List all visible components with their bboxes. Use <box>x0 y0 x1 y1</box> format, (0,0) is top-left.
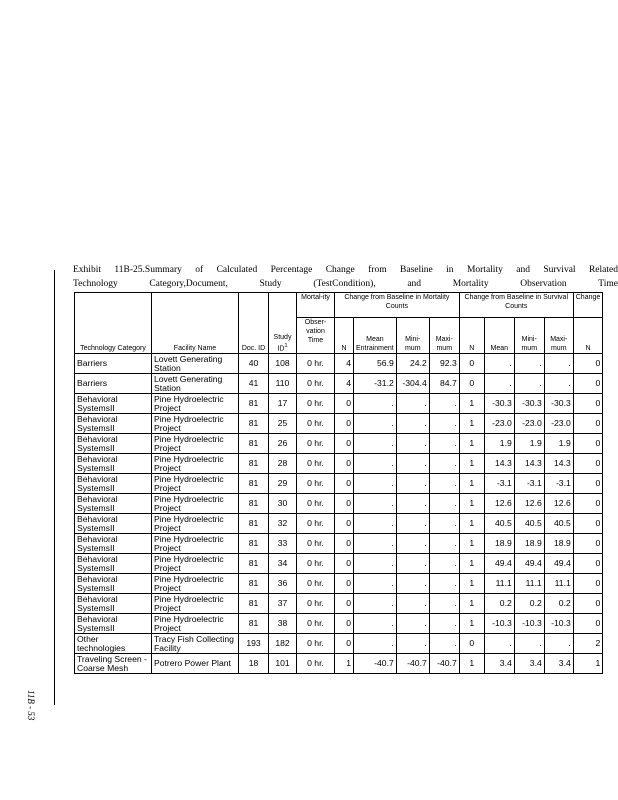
header-maximum: Maxi-mum <box>435 336 453 352</box>
cell-mortality-min: . <box>396 474 429 494</box>
cell-mortality-mean: . <box>354 394 397 414</box>
cell-survival-min: . <box>514 354 544 374</box>
cell-facility-name: Pine Hydroelectric Project <box>152 574 239 594</box>
table-row <box>75 474 603 494</box>
header-n2: N <box>469 345 475 352</box>
cell-mortality-min: -304.4 <box>396 374 429 394</box>
cell-tech-category: Behavioral SystemsII <box>75 434 152 454</box>
cell-mortality-mean: -31.2 <box>354 374 397 394</box>
cell-mortality-mean: . <box>354 434 397 454</box>
cell-survival-max: 0.2 <box>544 594 573 614</box>
header-facility-name: Facility Name <box>173 345 217 352</box>
cell-mortality-min: . <box>396 394 429 414</box>
table-row <box>75 454 603 474</box>
table-row <box>75 654 603 674</box>
cell-mortality-max: . <box>429 554 459 574</box>
header-minimum2: Mini-mum <box>521 336 538 352</box>
cell-change-n: 0 <box>573 474 603 494</box>
cell-study-id: 26 <box>269 434 297 454</box>
cell-observation-time: 0 hr. <box>297 654 335 674</box>
cell-mortality-mean: . <box>354 594 397 614</box>
cell-mortality-max: . <box>429 414 459 434</box>
cell-mortality-min: . <box>396 514 429 534</box>
cell-tech-category: Behavioral SystemsII <box>75 394 152 414</box>
cell-change-n: 2 <box>573 634 603 654</box>
cell-survival-mean: 1.9 <box>484 434 514 454</box>
cell-survival-min: 18.9 <box>514 534 544 554</box>
table-row <box>75 534 603 554</box>
header-minimum: Mini-mum <box>404 336 421 352</box>
cell-survival-min: 3.4 <box>514 654 544 674</box>
cell-mortality-n: 0 <box>335 414 354 434</box>
header-study-id: Study ID <box>273 333 292 352</box>
cell-observation-time: 0 hr. <box>297 574 335 594</box>
caption-word: Mortality <box>466 265 503 275</box>
cell-survival-n: 1 <box>459 414 484 434</box>
cell-survival-mean: -10.3 <box>484 614 514 634</box>
cell-mortality-n: 0 <box>335 574 354 594</box>
cell-facility-name: Pine Hydroelectric Project <box>152 394 239 414</box>
cell-survival-min: -30.3 <box>514 394 544 414</box>
cell-tech-category: Behavioral SystemsII <box>75 554 152 574</box>
cell-study-id: 32 <box>269 514 297 534</box>
cell-survival-max: . <box>544 374 573 394</box>
table-row <box>75 494 603 514</box>
cell-study-id: 33 <box>269 534 297 554</box>
cell-observation-time: 0 hr. <box>297 594 335 614</box>
cell-observation-time: 0 hr. <box>297 394 335 414</box>
header-n3: N <box>585 345 591 352</box>
header-group-change: Change <box>575 294 601 301</box>
cell-study-id: 108 <box>269 354 297 374</box>
caption-line-2 <box>73 277 618 291</box>
caption-word: 11B-25.Summary <box>114 265 182 275</box>
cell-doc-id: 18 <box>239 654 269 674</box>
cell-survival-n: 1 <box>459 514 484 534</box>
cell-mortality-n: 0 <box>335 514 354 534</box>
cell-mortality-max: . <box>429 394 459 414</box>
header-doc-id: Doc. ID <box>241 345 266 352</box>
cell-survival-min: 0.2 <box>514 594 544 614</box>
cell-mortality-max: . <box>429 434 459 454</box>
cell-survival-min: -3.1 <box>514 474 544 494</box>
cell-survival-mean: 3.4 <box>484 654 514 674</box>
cell-doc-id: 81 <box>239 434 269 454</box>
header-maximum2: Maxi-mum <box>550 336 568 352</box>
cell-survival-mean: 18.9 <box>484 534 514 554</box>
cell-tech-category: Behavioral SystemsII <box>75 514 152 534</box>
cell-survival-max: 14.3 <box>544 454 573 474</box>
cell-survival-mean: . <box>484 634 514 654</box>
cell-tech-category: Behavioral SystemsII <box>75 454 152 474</box>
caption-word: Survival <box>543 265 576 275</box>
cell-survival-max: -3.1 <box>544 474 573 494</box>
cell-mortality-max: . <box>429 494 459 514</box>
summary-table <box>74 292 603 674</box>
cell-mortality-mean: . <box>354 414 397 434</box>
cell-survival-min: -10.3 <box>514 614 544 634</box>
table-row <box>75 594 603 614</box>
cell-study-id: 30 <box>269 494 297 514</box>
cell-survival-mean: 0.2 <box>484 594 514 614</box>
cell-study-id: 28 <box>269 454 297 474</box>
table-row <box>75 554 603 574</box>
header-group-survival: Change from Baseline in Survival Counts <box>464 294 568 310</box>
cell-mortality-mean: 56.9 <box>354 354 397 374</box>
cell-survival-mean: -23.0 <box>484 414 514 434</box>
caption-word: and <box>516 265 530 275</box>
caption-word: Related <box>588 265 618 275</box>
cell-change-n: 0 <box>573 414 603 434</box>
cell-tech-category: Barriers <box>75 374 152 394</box>
cell-facility-name: Pine Hydroelectric Project <box>152 434 239 454</box>
cell-mortality-mean: . <box>354 634 397 654</box>
cell-survival-mean: -3.1 <box>484 474 514 494</box>
cell-mortality-min: . <box>396 614 429 634</box>
cell-mortality-min: . <box>396 414 429 434</box>
cell-change-n: 0 <box>573 534 603 554</box>
cell-mortality-min: . <box>396 454 429 474</box>
cell-survival-max: . <box>544 634 573 654</box>
cell-observation-time: 0 hr. <box>297 414 335 434</box>
cell-mortality-n: 4 <box>335 374 354 394</box>
cell-survival-max: 40.5 <box>544 514 573 534</box>
cell-mortality-n: 0 <box>335 454 354 474</box>
cell-mortality-n: 0 <box>335 554 354 574</box>
header-mortality: Mortal-ity <box>301 294 330 301</box>
cell-doc-id: 81 <box>239 494 269 514</box>
cell-tech-category: Behavioral SystemsII <box>75 594 152 614</box>
cell-change-n: 0 <box>573 394 603 414</box>
cell-survival-min: 14.3 <box>514 454 544 474</box>
table-row <box>75 374 603 394</box>
cell-mortality-min: . <box>396 594 429 614</box>
header-observation-time: Obser-vation Time <box>304 319 327 345</box>
cell-mortality-n: 0 <box>335 434 354 454</box>
caption-word: Mortality <box>452 279 489 289</box>
caption-word: Time <box>598 279 618 289</box>
cell-study-id: 36 <box>269 574 297 594</box>
cell-observation-time: 0 hr. <box>297 494 335 514</box>
cell-doc-id: 81 <box>239 614 269 634</box>
header-mean2: Mean <box>490 345 508 352</box>
cell-doc-id: 81 <box>239 594 269 614</box>
table-row <box>75 434 603 454</box>
cell-survival-max: -30.3 <box>544 394 573 414</box>
cell-survival-mean: 14.3 <box>484 454 514 474</box>
cell-survival-min: 1.9 <box>514 434 544 454</box>
cell-study-id: 38 <box>269 614 297 634</box>
cell-facility-name: Lovett Generating Station <box>152 374 239 394</box>
caption-word: Technology <box>73 279 118 289</box>
cell-observation-time: 0 hr. <box>297 454 335 474</box>
cell-mortality-mean: . <box>354 514 397 534</box>
cell-survival-min: -23.0 <box>514 414 544 434</box>
cell-survival-n: 1 <box>459 434 484 454</box>
cell-tech-category: Behavioral SystemsII <box>75 574 152 594</box>
cell-tech-category: Barriers <box>75 354 152 374</box>
cell-survival-min: . <box>514 634 544 654</box>
cell-observation-time: 0 hr. <box>297 354 335 374</box>
cell-study-id: 34 <box>269 554 297 574</box>
cell-survival-mean: 11.1 <box>484 574 514 594</box>
table-row <box>75 354 603 374</box>
cell-survival-mean: . <box>484 354 514 374</box>
header-group-mortality: Change from Baseline in Mortality Counts <box>344 294 450 310</box>
cell-study-id: 29 <box>269 474 297 494</box>
cell-change-n: 0 <box>573 594 603 614</box>
cell-survival-min: . <box>514 374 544 394</box>
cell-survival-max: 49.4 <box>544 554 573 574</box>
cell-facility-name: Pine Hydroelectric Project <box>152 494 239 514</box>
cell-survival-max: 12.6 <box>544 494 573 514</box>
cell-mortality-max: . <box>429 634 459 654</box>
table-row <box>75 414 603 434</box>
cell-observation-time: 0 hr. <box>297 434 335 454</box>
table-row <box>75 614 603 634</box>
cell-doc-id: 81 <box>239 514 269 534</box>
cell-doc-id: 81 <box>239 534 269 554</box>
cell-survival-n: 1 <box>459 594 484 614</box>
cell-mortality-max: . <box>429 574 459 594</box>
cell-mortality-n: 4 <box>335 354 354 374</box>
table-row <box>75 574 603 594</box>
cell-facility-name: Pine Hydroelectric Project <box>152 514 239 534</box>
cell-mortality-mean: . <box>354 534 397 554</box>
cell-observation-time: 0 hr. <box>297 634 335 654</box>
cell-mortality-max: . <box>429 594 459 614</box>
margin-rule <box>54 270 55 705</box>
cell-facility-name: Pine Hydroelectric Project <box>152 534 239 554</box>
cell-survival-max: 1.9 <box>544 434 573 454</box>
cell-survival-n: 1 <box>459 534 484 554</box>
cell-tech-category: Behavioral SystemsII <box>75 494 152 514</box>
cell-observation-time: 0 hr. <box>297 374 335 394</box>
cell-mortality-max: . <box>429 514 459 534</box>
exhibit-caption <box>73 263 618 291</box>
page-number: 11B - 53 <box>26 690 36 721</box>
table-row <box>75 394 603 414</box>
cell-mortality-min: . <box>396 634 429 654</box>
caption-line-1 <box>73 263 618 277</box>
cell-mortality-min: . <box>396 554 429 574</box>
cell-change-n: 0 <box>573 354 603 374</box>
cell-survival-mean: 40.5 <box>484 514 514 534</box>
cell-facility-name: Pine Hydroelectric Project <box>152 414 239 434</box>
cell-mortality-n: 0 <box>335 594 354 614</box>
cell-mortality-mean: . <box>354 494 397 514</box>
cell-mortality-max: . <box>429 474 459 494</box>
cell-study-id: 110 <box>269 374 297 394</box>
cell-observation-time: 0 hr. <box>297 474 335 494</box>
cell-facility-name: Pine Hydroelectric Project <box>152 614 239 634</box>
cell-change-n: 0 <box>573 434 603 454</box>
cell-survival-max: 3.4 <box>544 654 573 674</box>
header-mean-sub: Entrainment <box>356 345 394 352</box>
cell-doc-id: 81 <box>239 574 269 594</box>
cell-survival-max: 18.9 <box>544 534 573 554</box>
table-row <box>75 634 603 654</box>
caption-word: Calculated <box>216 265 258 275</box>
cell-survival-max: -23.0 <box>544 414 573 434</box>
cell-mortality-n: 0 <box>335 534 354 554</box>
cell-survival-n: 1 <box>459 654 484 674</box>
cell-study-id: 17 <box>269 394 297 414</box>
cell-mortality-mean: . <box>354 574 397 594</box>
cell-mortality-n: 0 <box>335 494 354 514</box>
cell-doc-id: 81 <box>239 414 269 434</box>
cell-mortality-mean: . <box>354 474 397 494</box>
cell-tech-category: Behavioral SystemsII <box>75 414 152 434</box>
caption-word: (TestCondition), <box>313 279 376 289</box>
cell-facility-name: Pine Hydroelectric Project <box>152 554 239 574</box>
cell-observation-time: 0 hr. <box>297 554 335 574</box>
cell-mortality-min: -40.7 <box>396 654 429 674</box>
cell-mortality-n: 1 <box>335 654 354 674</box>
cell-mortality-min: . <box>396 494 429 514</box>
cell-facility-name: Lovett Generating Station <box>152 354 239 374</box>
cell-mortality-max: -40.7 <box>429 654 459 674</box>
cell-survival-max: 11.1 <box>544 574 573 594</box>
cell-mortality-mean: . <box>354 554 397 574</box>
cell-change-n: 0 <box>573 374 603 394</box>
cell-survival-mean: 49.4 <box>484 554 514 574</box>
cell-observation-time: 0 hr. <box>297 514 335 534</box>
cell-observation-time: 0 hr. <box>297 614 335 634</box>
caption-word: Observation <box>520 279 567 289</box>
caption-word: Baseline <box>400 265 433 275</box>
cell-study-id: 25 <box>269 414 297 434</box>
cell-mortality-mean: . <box>354 454 397 474</box>
cell-doc-id: 81 <box>239 554 269 574</box>
cell-mortality-mean: -40.7 <box>354 654 397 674</box>
cell-survival-mean: -30.3 <box>484 394 514 414</box>
cell-facility-name: Pine Hydroelectric Project <box>152 594 239 614</box>
cell-mortality-mean: . <box>354 614 397 634</box>
caption-word: of <box>195 265 204 275</box>
cell-facility-name: Pine Hydroelectric Project <box>152 474 239 494</box>
cell-survival-mean: 12.6 <box>484 494 514 514</box>
caption-word: Category,Document, <box>149 279 228 289</box>
cell-observation-time: 0 hr. <box>297 534 335 554</box>
cell-mortality-min: 24.2 <box>396 354 429 374</box>
header-mean: Mean <box>366 336 384 343</box>
cell-survival-n: 1 <box>459 574 484 594</box>
cell-survival-n: 1 <box>459 554 484 574</box>
cell-survival-n: 1 <box>459 394 484 414</box>
cell-change-n: 0 <box>573 494 603 514</box>
cell-survival-mean: . <box>484 374 514 394</box>
cell-tech-category: Other technologies <box>75 634 152 654</box>
cell-tech-category: Traveling Screen -Coarse Mesh <box>75 654 152 674</box>
cell-survival-n: 1 <box>459 494 484 514</box>
cell-change-n: 0 <box>573 454 603 474</box>
cell-change-n: 0 <box>573 614 603 634</box>
caption-word: from <box>368 265 387 275</box>
cell-change-n: 0 <box>573 514 603 534</box>
cell-mortality-min: . <box>396 534 429 554</box>
cell-change-n: 0 <box>573 574 603 594</box>
cell-mortality-n: 0 <box>335 634 354 654</box>
cell-doc-id: 41 <box>239 374 269 394</box>
cell-facility-name: Potrero Power Plant <box>152 654 239 674</box>
cell-survival-n: 0 <box>459 634 484 654</box>
cell-change-n: 1 <box>573 654 603 674</box>
cell-mortality-n: 0 <box>335 614 354 634</box>
cell-study-id: 182 <box>269 634 297 654</box>
cell-doc-id: 193 <box>239 634 269 654</box>
cell-survival-n: 1 <box>459 454 484 474</box>
cell-doc-id: 81 <box>239 454 269 474</box>
cell-facility-name: Pine Hydroelectric Project <box>152 454 239 474</box>
header-study-id-sup: 1 <box>284 342 288 349</box>
cell-doc-id: 81 <box>239 394 269 414</box>
caption-word: Exhibit <box>73 265 101 275</box>
cell-tech-category: Behavioral SystemsII <box>75 614 152 634</box>
cell-survival-min: 11.1 <box>514 574 544 594</box>
caption-word: and <box>407 279 422 289</box>
cell-mortality-min: . <box>396 434 429 454</box>
table-row <box>75 514 603 534</box>
cell-survival-n: 0 <box>459 374 484 394</box>
cell-survival-max: . <box>544 354 573 374</box>
cell-doc-id: 40 <box>239 354 269 374</box>
cell-survival-n: 0 <box>459 354 484 374</box>
cell-survival-max: -10.3 <box>544 614 573 634</box>
cell-mortality-max: . <box>429 614 459 634</box>
cell-mortality-max: 92.3 <box>429 354 459 374</box>
cell-mortality-max: 84.7 <box>429 374 459 394</box>
cell-tech-category: Behavioral SystemsII <box>75 534 152 554</box>
header-n: N <box>341 345 347 352</box>
caption-word: in <box>446 265 454 275</box>
cell-mortality-n: 0 <box>335 394 354 414</box>
cell-survival-n: 1 <box>459 614 484 634</box>
cell-mortality-min: . <box>396 574 429 594</box>
cell-survival-n: 1 <box>459 474 484 494</box>
caption-word: Change <box>325 265 355 275</box>
cell-doc-id: 81 <box>239 474 269 494</box>
caption-word: Percentage <box>270 265 313 275</box>
cell-mortality-max: . <box>429 534 459 554</box>
cell-facility-name: Tracy Fish Collecting Facility <box>152 634 239 654</box>
cell-survival-min: 40.5 <box>514 514 544 534</box>
header-tech-category: Technology Category <box>80 345 146 352</box>
cell-study-id: 37 <box>269 594 297 614</box>
cell-change-n: 0 <box>573 554 603 574</box>
cell-survival-min: 49.4 <box>514 554 544 574</box>
cell-tech-category: Behavioral SystemsII <box>75 474 152 494</box>
table-body <box>75 354 603 674</box>
caption-word: Study <box>259 279 282 289</box>
cell-study-id: 101 <box>269 654 297 674</box>
cell-mortality-max: . <box>429 454 459 474</box>
cell-mortality-n: 0 <box>335 474 354 494</box>
cell-survival-min: 12.6 <box>514 494 544 514</box>
